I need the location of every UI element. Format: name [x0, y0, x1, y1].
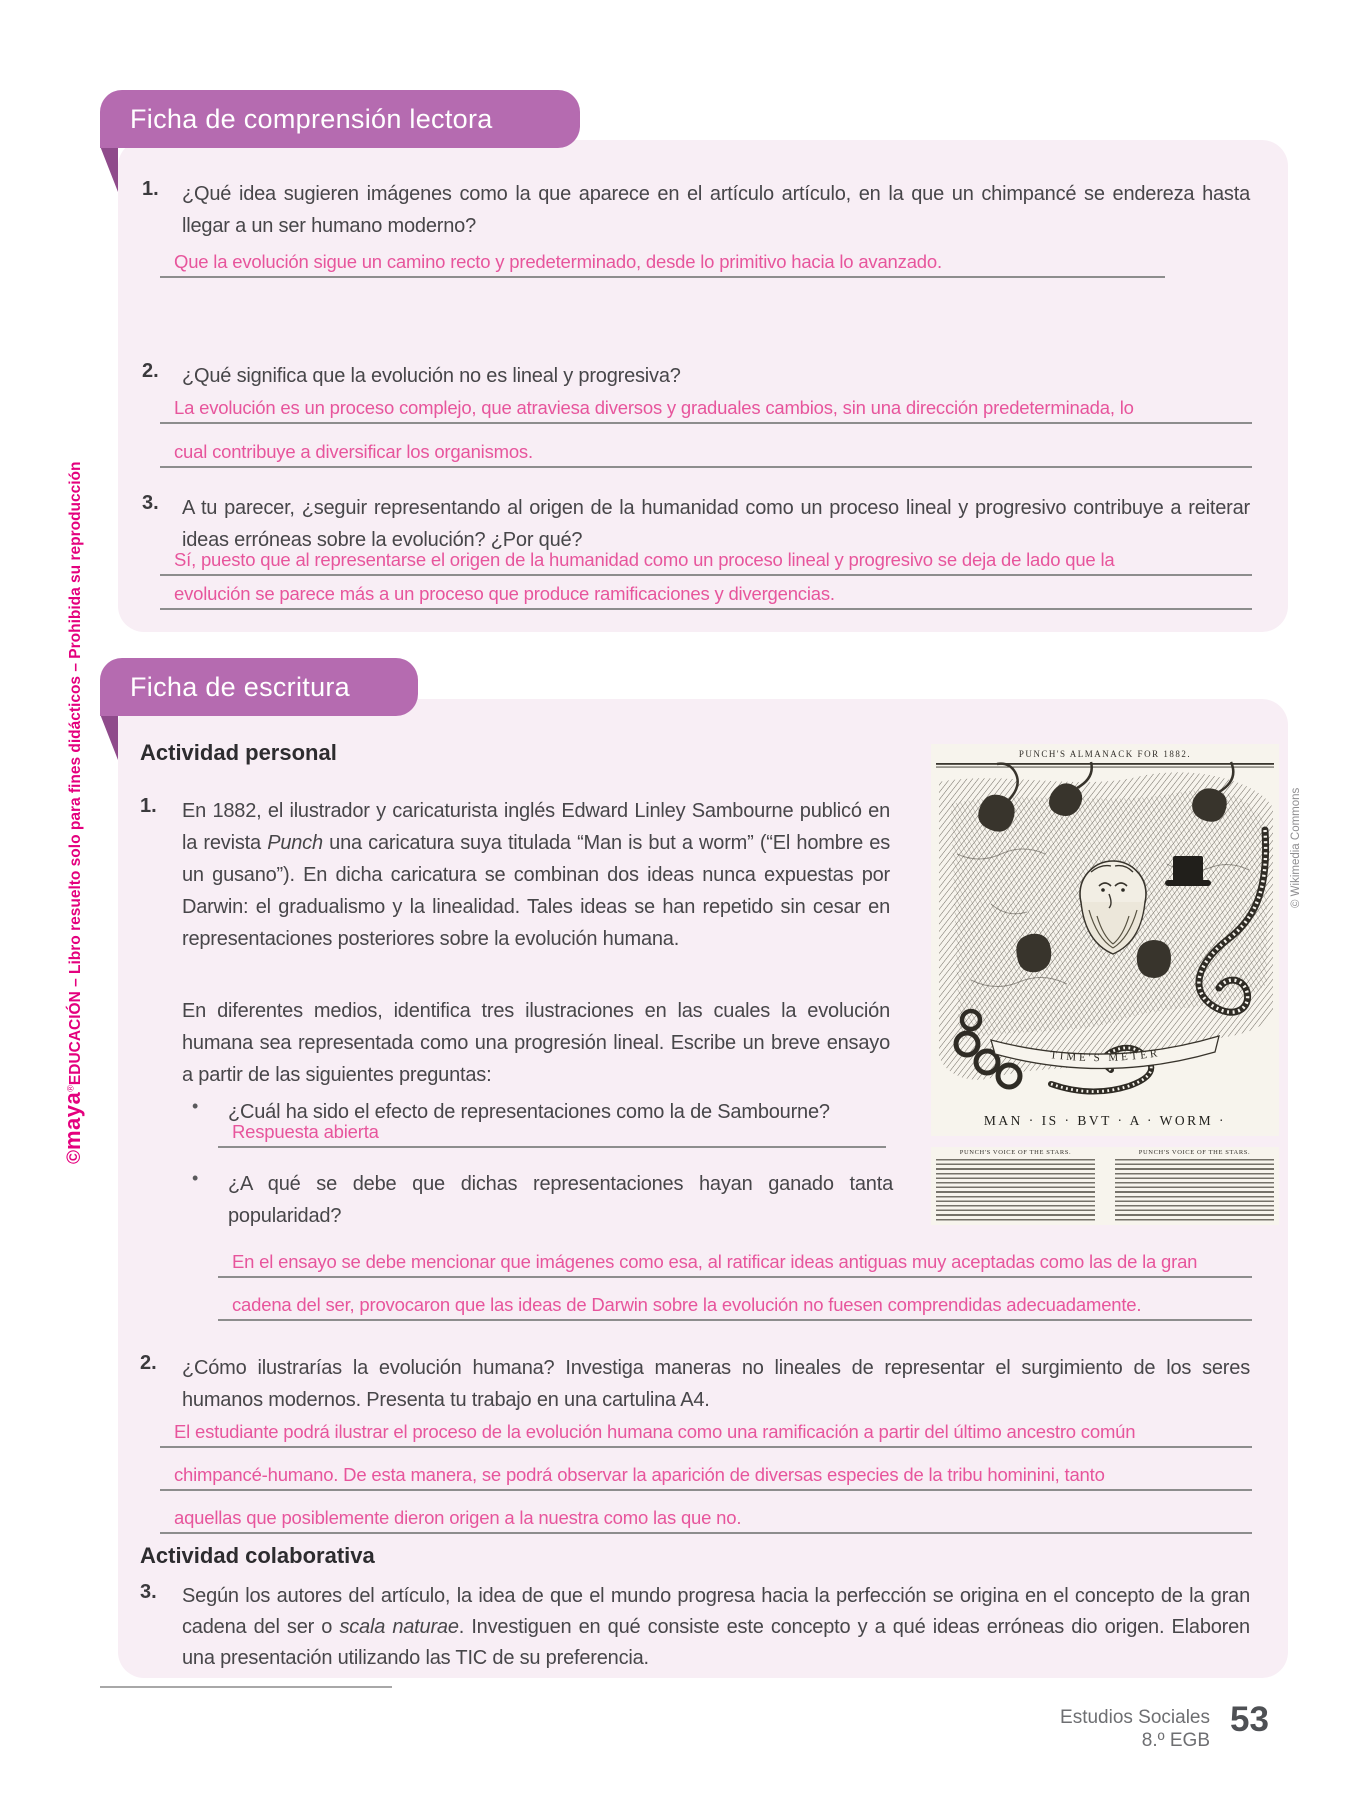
answer-line: Sí, puesto que al representarse el origen de la humanidad como un proceso lineal y progresivo se deja de lado que la	[160, 549, 1252, 576]
publisher-name: EDUCACIÓN	[67, 991, 84, 1086]
punch-engraving	[931, 744, 1279, 1136]
bullet-question: ¿A qué se debe que dichas representaciones hayan ganado tanta popularidad?	[228, 1173, 893, 1227]
paragraph-segment: En 1882, el ilustrador y caricaturista inglés Edward Linley Sambourne publicó en la revista	[182, 800, 890, 854]
answer-line: aquellas que posiblemente dieron origen a la nuestra como las que no.	[160, 1507, 1252, 1534]
answer-line: El estudiante podrá ilustrar el proceso de la evolución humana como una ramificación a partir del último ancestro común	[160, 1421, 1252, 1448]
answer-line: chimpancé-humano. De esta manera, se podrá observar la aparición de diversas especies de la tribu hominini, tanto	[160, 1464, 1252, 1491]
punch-cartoon-figure	[931, 744, 1279, 1225]
question-text: ¿Qué significa que la evolución no es lineal y progresiva?	[182, 365, 681, 387]
answer-line: En el ensayo se debe mencionar que imágenes como esa, al ratificar ideas antiguas muy aceptadas como las de la gran	[218, 1251, 1252, 1278]
registered-mark: ®	[65, 1085, 76, 1092]
item-number: 1.	[140, 795, 157, 817]
bullet-marker: •	[192, 1096, 199, 1116]
figure-fine-print	[931, 1147, 1279, 1225]
copyright-sidebar	[60, 462, 86, 1165]
fine-print-right-lines	[1115, 1159, 1274, 1221]
fine-print-right	[1110, 1149, 1279, 1221]
footer-meta	[900, 1706, 1210, 1752]
ribbon-label: TIME'S METER	[1049, 1047, 1161, 1065]
question-number: 3.	[142, 492, 159, 514]
fine-print-right-header: PUNCH'S VOICE OF THE STARS.	[1138, 1149, 1251, 1156]
fine-print-left	[931, 1149, 1100, 1221]
item3-question	[182, 1581, 1250, 1674]
footer-subject: Estudios Sociales	[1060, 1707, 1210, 1728]
section-heading-personal: Actividad personal	[140, 740, 337, 765]
writing-banner-fold	[100, 714, 118, 760]
item2-question: ¿Cómo ilustrarías la evolución humana? Investiga maneras no lineales de representar el surgimiento de los seres humanos modernos. Presenta tu trabajo en una cartulina A4.	[182, 1357, 1250, 1411]
copyright-symbol: ©	[64, 1150, 85, 1164]
figure-caption: MAN · IS · BVT · A · WORM ·	[983, 1113, 1227, 1128]
footer-grade: 8.º EGB	[1141, 1730, 1210, 1751]
writing-banner: Ficha de escritura	[100, 658, 418, 716]
copyright-notice: – Libro resuelto solo para fines didácticos – Prohibida su reproducción	[67, 461, 84, 992]
figure-top-caption: PUNCH'S ALMANACK FOR 1882.	[1018, 749, 1192, 759]
item1-paragraph-2: En diferentes medios, identifica tres ilustraciones en las cuales la evolución humana sea representada como una progresión lineal. Escribe un breve ensayo a partir de las siguientes preguntas:	[182, 1000, 890, 1086]
answer-line: Respuesta abierta	[218, 1121, 886, 1148]
item-number: 3.	[140, 1581, 157, 1603]
answer-line: cual contribuye a diversificar los organismos.	[160, 441, 1252, 468]
item1-paragraph-1	[182, 795, 890, 955]
page-number: 53	[1230, 1700, 1269, 1739]
answer-line: Que la evolución sigue un camino recto y predeterminado, desde lo primitivo hacia lo avanzado.	[160, 251, 1165, 278]
bullet-marker: •	[192, 1168, 199, 1188]
question-number: 1.	[142, 178, 159, 200]
reading-banner-fold	[100, 146, 118, 192]
section-heading-collaborative: Actividad colaborativa	[140, 1543, 375, 1568]
question-text: ¿Qué idea sugieren imágenes como la que aparece en el artículo artículo, en la que un chimpancé se endereza hasta llegar a un ser humano moderno?	[182, 183, 1250, 237]
fine-print-left-header: PUNCH'S VOICE OF THE STARS.	[959, 1149, 1072, 1156]
answer-line: La evolución es un proceso complejo, que atraviesa diversos y graduales cambios, sin una dirección predeterminada, lo	[160, 397, 1252, 424]
italic-term: scala naturae	[339, 1616, 459, 1638]
question-text: A tu parecer, ¿seguir representando al origen de la humanidad como un proceso lineal y progresivo contribuye a reiterar ideas erróneas sobre la evolución? ¿Por qué?	[182, 497, 1250, 551]
paragraph-segment: . Investiguen en qué consiste este concepto y a qué ideas erróneas dio origen. Elaboren una presentación utilizando las TIC de su preferencia.	[182, 1616, 1250, 1669]
italic-title: Punch	[267, 832, 323, 854]
answer-line: evolución se parece más a un proceso que produce ramificaciones y divergencias.	[160, 583, 1252, 610]
paragraph-segment: una caricatura suya titulada “Man is but a worm” (“El hombre es un gusano”). En dicha caricatura se combinan dos ideas nunca expuestas por Darwin: el gradualismo y la linealidad. Tales ideas se han repetido sin cesar en representaciones posteriores sobre la evolución humana.	[182, 832, 890, 950]
question-number: 2.	[142, 360, 159, 382]
reading-banner: Ficha de comprensión lectora	[100, 90, 580, 148]
bullet-question: ¿Cuál ha sido el efecto de representaciones como la de Sambourne?	[228, 1101, 830, 1123]
item-number: 2.	[140, 1352, 157, 1374]
footer-divider	[100, 1686, 392, 1688]
paragraph-segment: Según los autores del artículo, la idea de que el mundo progresa hacia la perfección se origina en el concepto de la gran cadena del ser o	[182, 1585, 1250, 1638]
publisher-logo: maya	[60, 1091, 85, 1150]
answer-line: cadena del ser, provocaron que las ideas de Darwin sobre la evolución no fuesen comprendidas adecuadamente.	[218, 1294, 1252, 1321]
image-credit: © Wikimedia Commons	[1290, 787, 1302, 908]
fine-print-left-lines	[936, 1159, 1095, 1221]
